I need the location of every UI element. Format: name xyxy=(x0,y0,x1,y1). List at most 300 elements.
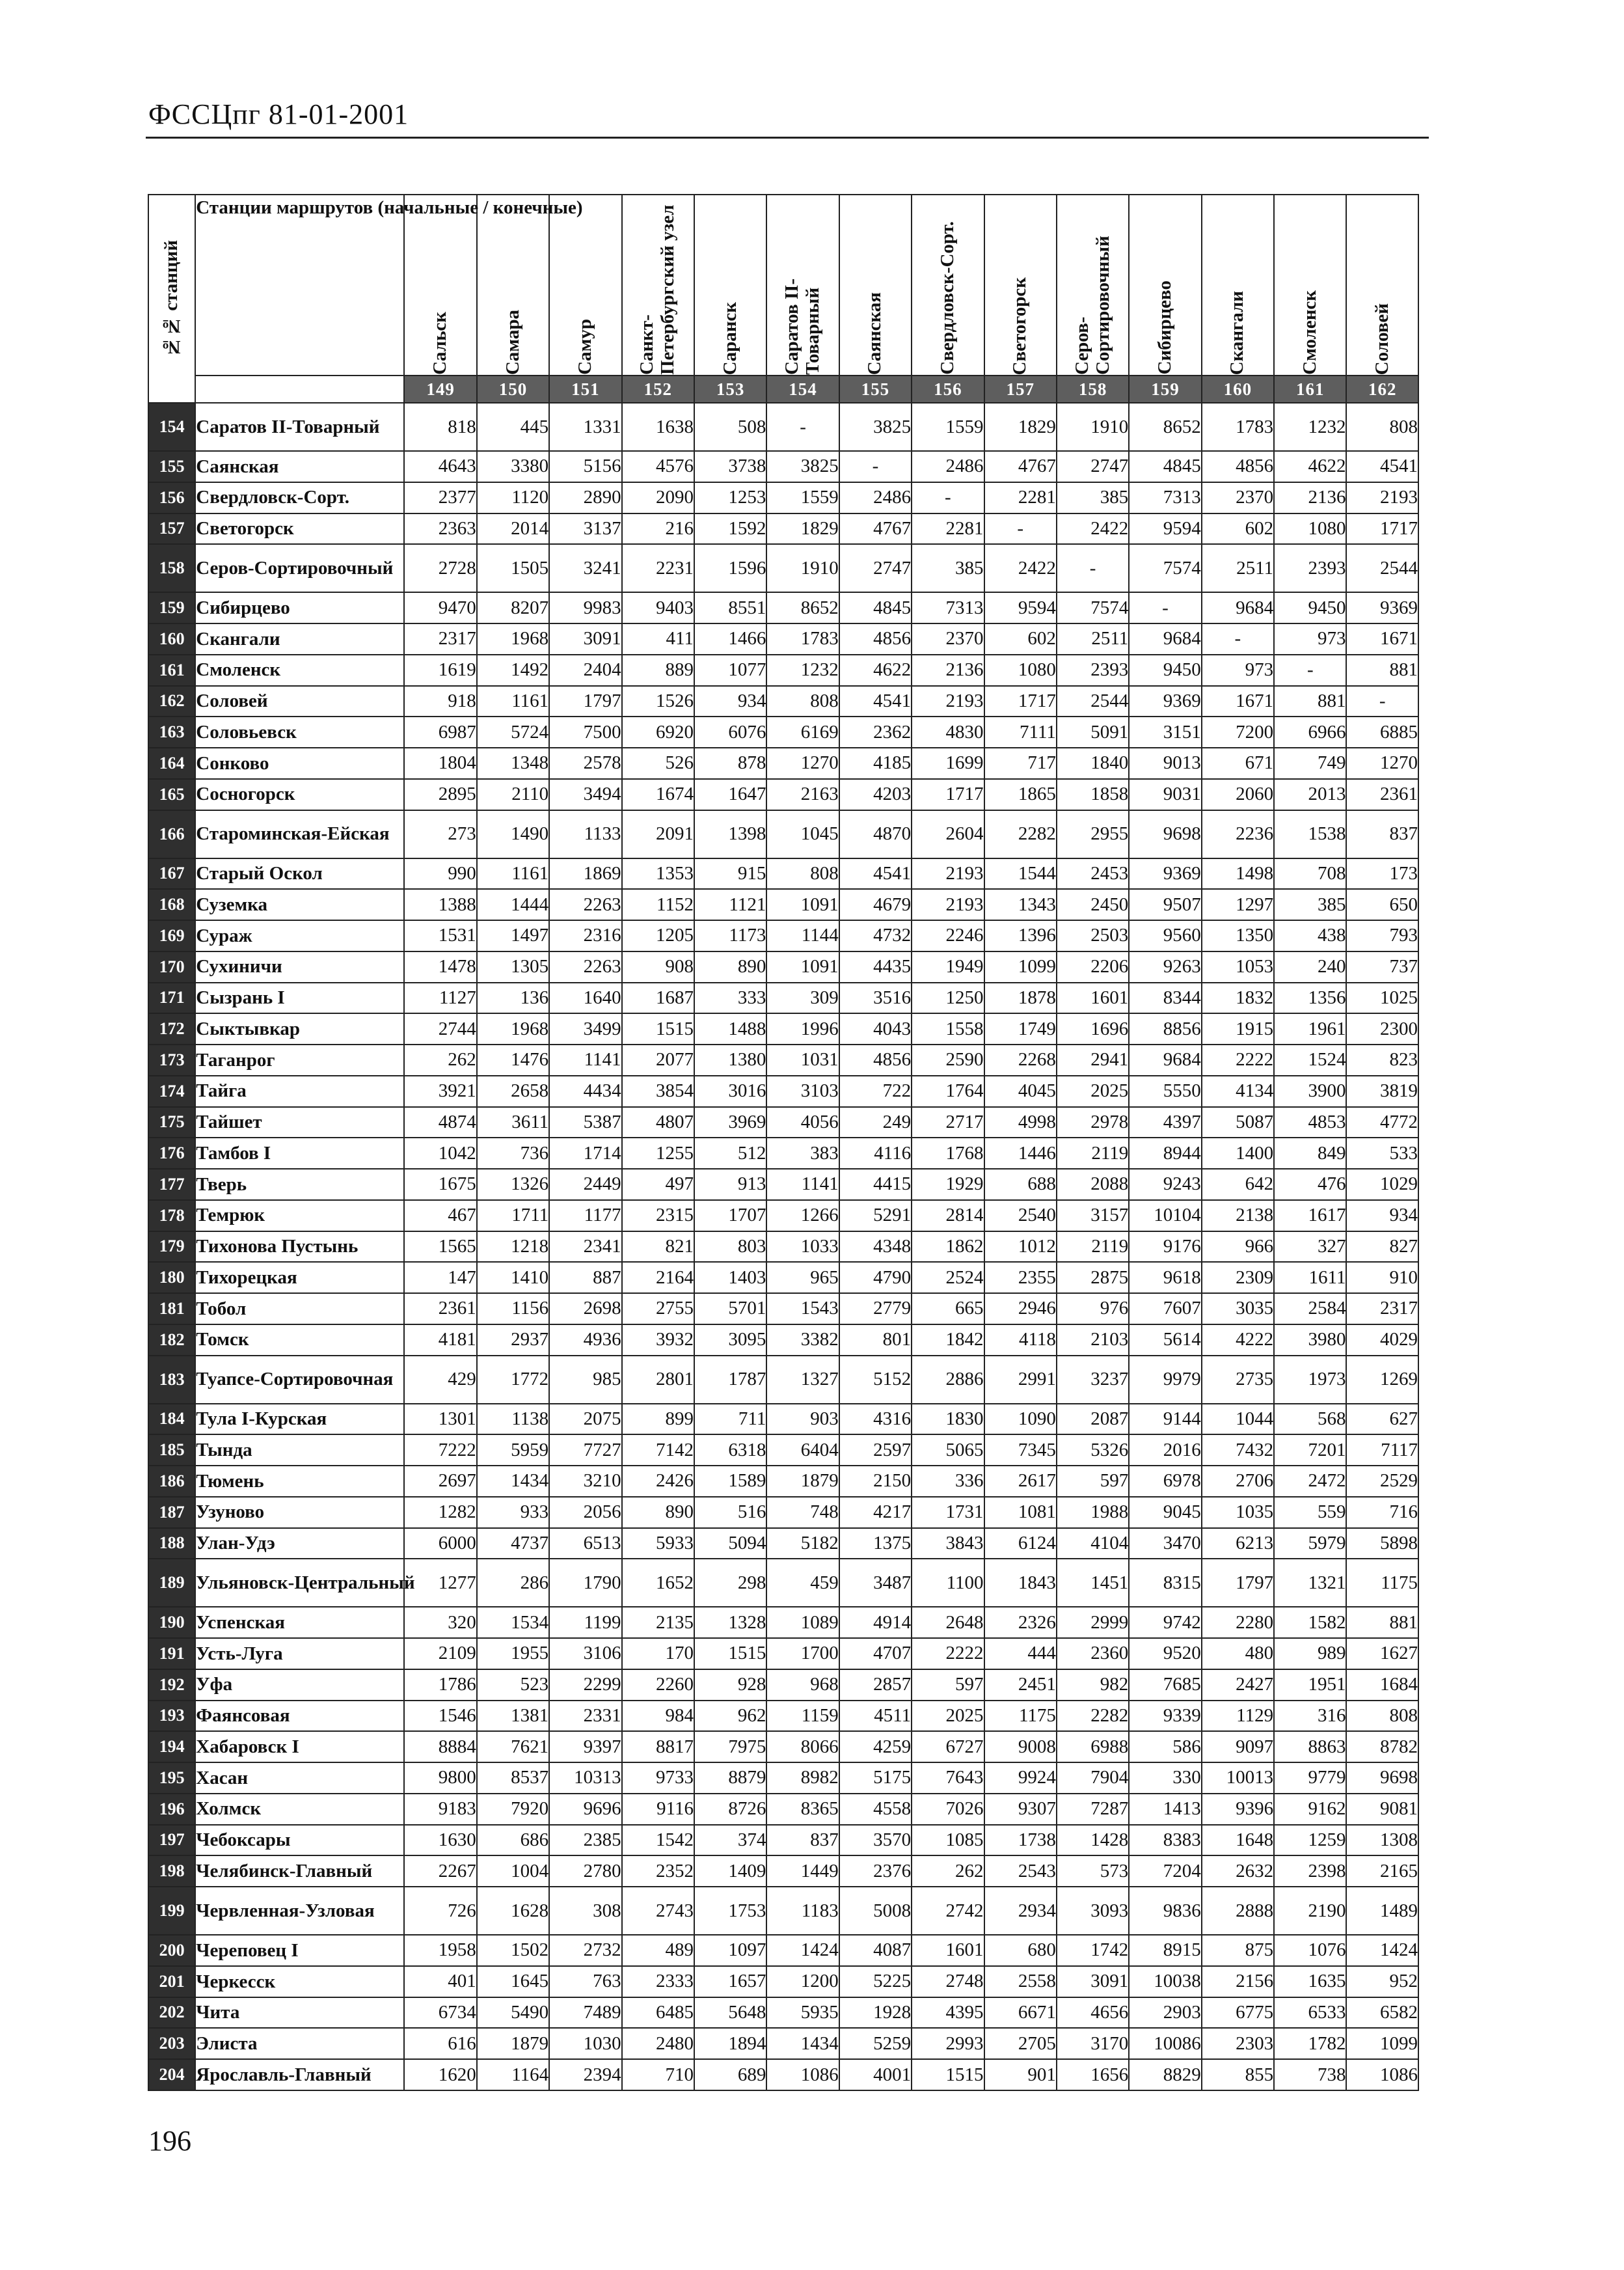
distance-cell: 1717 xyxy=(912,779,984,810)
distance-cell: 497 xyxy=(622,1169,694,1200)
distance-cell: 2393 xyxy=(1274,544,1346,592)
distance-cell: 2955 xyxy=(1057,810,1129,858)
distance-cell: 710 xyxy=(622,2059,694,2090)
distance-cell: 2150 xyxy=(839,1466,912,1497)
distance-cell: 1091 xyxy=(766,889,839,920)
distance-cell: 1161 xyxy=(477,858,549,890)
station-name: Светогорск xyxy=(195,513,404,545)
distance-cell: 316 xyxy=(1274,1701,1346,1732)
distance-cell: 2732 xyxy=(549,1935,621,1966)
distance-cell: 9176 xyxy=(1129,1231,1201,1263)
distance-cell: 1044 xyxy=(1202,1404,1274,1435)
station-name: Таганрог xyxy=(195,1045,404,1076)
table-row xyxy=(148,1138,1418,1169)
distance-cell: 5935 xyxy=(766,1997,839,2029)
row-number-badge: 200 xyxy=(148,1935,195,1966)
distance-cell: 6582 xyxy=(1346,1997,1418,2029)
distance-cell: 327 xyxy=(1274,1231,1346,1263)
distance-cell: 4541 xyxy=(839,686,912,717)
distance-cell: 934 xyxy=(694,686,766,717)
distance-cell: 2543 xyxy=(984,1855,1057,1887)
distance-cell: 7432 xyxy=(1202,1434,1274,1466)
distance-cell: 1270 xyxy=(1346,748,1418,779)
distance-cell: 680 xyxy=(984,1935,1057,1966)
distance-cell: 5648 xyxy=(694,1997,766,2029)
distance-cell: 2480 xyxy=(622,2028,694,2059)
row-number-badge: 182 xyxy=(148,1324,195,1356)
distance-cell: 2361 xyxy=(1346,779,1418,810)
column-number-badge: 152 xyxy=(622,376,694,403)
distance-cell: 2119 xyxy=(1057,1138,1129,1169)
distance-cell: 8884 xyxy=(404,1731,476,1762)
distance-cell: 1183 xyxy=(766,1887,839,1935)
station-name: Тихонова Пустынь xyxy=(195,1231,404,1263)
distance-cell: 6169 xyxy=(766,717,839,748)
distance-cell: 1348 xyxy=(477,748,549,779)
distance-cell: 1620 xyxy=(404,2059,476,2090)
distance-cell: 8365 xyxy=(766,1794,839,1825)
row-number-badge: 189 xyxy=(148,1559,195,1607)
distance-cell: 1478 xyxy=(404,951,476,983)
row-number-badge: 178 xyxy=(148,1200,195,1231)
distance-cell: 2747 xyxy=(839,544,912,592)
distance-cell: 1878 xyxy=(984,983,1057,1014)
distance-cell: 2648 xyxy=(912,1607,984,1638)
distance-cell: 1783 xyxy=(1202,403,1274,451)
distance-cell: 9450 xyxy=(1129,655,1201,686)
distance-cell: 2993 xyxy=(912,2028,984,2059)
distance-cell: 4622 xyxy=(1274,451,1346,482)
distance-cell: 2698 xyxy=(549,1293,621,1324)
distance-cell: 6987 xyxy=(404,717,476,748)
distance-cell: 2362 xyxy=(839,717,912,748)
distance-cell: 6404 xyxy=(766,1434,839,1466)
distance-cell: 1331 xyxy=(549,403,621,451)
distance-cell: 4415 xyxy=(839,1169,912,1200)
distance-cell: 1053 xyxy=(1202,951,1274,983)
distance-cell: 982 xyxy=(1057,1669,1129,1701)
distance-cell: 6978 xyxy=(1129,1466,1201,1497)
distance-cell: 2025 xyxy=(1057,1076,1129,1107)
station-name: Уфа xyxy=(195,1669,404,1701)
distance-cell: 1085 xyxy=(912,1825,984,1856)
distance-cell: 1749 xyxy=(984,1013,1057,1045)
row-number-badge: 155 xyxy=(148,451,195,482)
distance-cell: 1497 xyxy=(477,920,549,951)
distance-cell: 4874 xyxy=(404,1107,476,1138)
distance-cell: 2136 xyxy=(1274,482,1346,513)
distance-cell: 1413 xyxy=(1129,1794,1201,1825)
distance-cell: 8315 xyxy=(1129,1559,1201,1607)
distance-cell: 385 xyxy=(1057,482,1129,513)
distance-cell: 1711 xyxy=(477,1200,549,1231)
table-row xyxy=(148,1356,1418,1404)
distance-cell: 1031 xyxy=(766,1045,839,1076)
distance-cell: 1451 xyxy=(1057,1559,1129,1607)
distance-cell: 480 xyxy=(1202,1638,1274,1669)
distance-cell: 8944 xyxy=(1129,1138,1201,1169)
distance-cell: 9836 xyxy=(1129,1887,1201,1935)
distance-cell: 1029 xyxy=(1346,1169,1418,1200)
document-code-header: ФССЦпг 81-01-2001 xyxy=(148,98,409,130)
distance-cell: 2486 xyxy=(839,482,912,513)
distance-cell: 4134 xyxy=(1202,1076,1274,1107)
distance-cell: 808 xyxy=(766,858,839,890)
row-number-badge: 202 xyxy=(148,1997,195,2029)
station-name: Старый Оскол xyxy=(195,858,404,890)
distance-cell: 1444 xyxy=(477,889,549,920)
distance-cell: 5087 xyxy=(1202,1107,1274,1138)
distance-cell: 467 xyxy=(404,1200,476,1231)
distance-cell: 1492 xyxy=(477,655,549,686)
distance-cell: 333 xyxy=(694,983,766,1014)
distance-cell: 899 xyxy=(622,1404,694,1435)
table-body xyxy=(148,403,1418,2090)
distance-cell: 722 xyxy=(839,1076,912,1107)
distance-cell: 934 xyxy=(1346,1200,1418,1231)
column-number-badge: 153 xyxy=(694,376,766,403)
distance-cell: 2315 xyxy=(622,1200,694,1231)
distance-cell: 3237 xyxy=(1057,1356,1129,1404)
distance-cell: 9618 xyxy=(1129,1262,1201,1293)
distance-cell: 523 xyxy=(477,1669,549,1701)
column-header-label: Самара xyxy=(502,309,523,375)
distance-cell: 7201 xyxy=(1274,1434,1346,1466)
distance-cell: 8879 xyxy=(694,1762,766,1794)
distance-cell: 8726 xyxy=(694,1794,766,1825)
distance-cell: 855 xyxy=(1202,2059,1274,2090)
distance-cell: 1326 xyxy=(477,1169,549,1200)
column-number-badge: 154 xyxy=(766,376,839,403)
column-header xyxy=(839,195,912,376)
distance-cell: 1080 xyxy=(984,655,1057,686)
distance-cell: 2422 xyxy=(984,544,1057,592)
distance-cell: 1696 xyxy=(1057,1013,1129,1045)
distance-cell: 286 xyxy=(477,1559,549,1607)
distance-cell: 7204 xyxy=(1129,1855,1201,1887)
distance-cell: 1505 xyxy=(477,544,549,592)
distance-cell: 1546 xyxy=(404,1701,476,1732)
distance-cell: 4807 xyxy=(622,1107,694,1138)
distance-cell: 1138 xyxy=(477,1404,549,1435)
column-number-badge: 149 xyxy=(404,376,476,403)
distance-cell: 6920 xyxy=(622,717,694,748)
distance-cell: 7200 xyxy=(1202,717,1274,748)
distance-cell: 1648 xyxy=(1202,1825,1274,1856)
distance-cell: 308 xyxy=(549,1887,621,1935)
distance-cell: 1030 xyxy=(549,2028,621,2059)
distance-cell: 1531 xyxy=(404,920,476,951)
row-number-badge: 168 xyxy=(148,889,195,920)
table-row xyxy=(148,1466,1418,1497)
distance-cell: 4118 xyxy=(984,1324,1057,1356)
distance-cell: 3494 xyxy=(549,779,621,810)
row-number-badge: 165 xyxy=(148,779,195,810)
distance-cell: 1544 xyxy=(984,858,1057,890)
distance-cell: 1671 xyxy=(1202,686,1274,717)
table-row xyxy=(148,1607,1418,1638)
distance-cell: - xyxy=(1202,623,1274,655)
distance-cell: 9097 xyxy=(1202,1731,1274,1762)
distance-cell: 9684 xyxy=(1129,1045,1201,1076)
distance-cell: 4045 xyxy=(984,1076,1057,1107)
table-row xyxy=(148,1731,1418,1762)
distance-cell: 1428 xyxy=(1057,1825,1129,1856)
distance-cell: 2317 xyxy=(404,623,476,655)
distance-cell: 4348 xyxy=(839,1231,912,1263)
distance-cell: 711 xyxy=(694,1404,766,1435)
distance-cell: 1045 xyxy=(766,810,839,858)
distance-cell: 5008 xyxy=(839,1887,912,1935)
distance-cell: 3091 xyxy=(1057,1966,1129,1997)
distance-cell: 2361 xyxy=(404,1293,476,1324)
distance-cell: 2333 xyxy=(622,1966,694,1997)
distance-cell: 2263 xyxy=(549,889,621,920)
distance-cell: 1714 xyxy=(549,1138,621,1169)
distance-cell: 3843 xyxy=(912,1528,984,1559)
distance-cell: 3091 xyxy=(549,623,621,655)
table-row xyxy=(148,513,1418,545)
distance-cell: 966 xyxy=(1202,1231,1274,1263)
distance-cell: 2164 xyxy=(622,1262,694,1293)
row-number-badge: 201 xyxy=(148,1966,195,1997)
distance-cell: 5326 xyxy=(1057,1434,1129,1466)
table-row xyxy=(148,1638,1418,1669)
distance-cell: 309 xyxy=(766,983,839,1014)
distance-cell: 1424 xyxy=(1346,1935,1418,1966)
distance-cell: 2309 xyxy=(1202,1262,1274,1293)
station-name: Свердловск-Сорт. xyxy=(195,482,404,513)
distance-cell: 1929 xyxy=(912,1169,984,1200)
station-name: Череповец I xyxy=(195,1935,404,1966)
distance-cell: 240 xyxy=(1274,951,1346,983)
table-row xyxy=(148,1404,1418,1435)
distance-cell: 3825 xyxy=(766,451,839,482)
distance-cell: 3382 xyxy=(766,1324,839,1356)
distance-cell: 8652 xyxy=(766,592,839,623)
table-row xyxy=(148,1762,1418,1794)
row-number-badge: 196 xyxy=(148,1794,195,1825)
table-row xyxy=(148,1528,1418,1559)
distance-cell: 2331 xyxy=(549,1701,621,1732)
distance-cell: 9243 xyxy=(1129,1169,1201,1200)
distance-cell: 2890 xyxy=(549,482,621,513)
distance-cell: 8863 xyxy=(1274,1731,1346,1762)
table-row xyxy=(148,403,1418,451)
column-header-label: Сальск xyxy=(429,312,451,375)
distance-cell: 597 xyxy=(1057,1466,1129,1497)
distance-cell: 2450 xyxy=(1057,889,1129,920)
distance-cell: 748 xyxy=(766,1497,839,1528)
distance-cell: 2404 xyxy=(549,655,621,686)
distance-cell: 7975 xyxy=(694,1731,766,1762)
distance-cell: 7607 xyxy=(1129,1293,1201,1324)
distance-cell: 7904 xyxy=(1057,1762,1129,1794)
distance-cell: 385 xyxy=(912,544,984,592)
distance-cell: 1218 xyxy=(477,1231,549,1263)
distance-cell: 3106 xyxy=(549,1638,621,1669)
distance-cell: 1958 xyxy=(404,1935,476,1966)
distance-cell: 2524 xyxy=(912,1262,984,1293)
distance-cell: 568 xyxy=(1274,1404,1346,1435)
distance-cell: 10313 xyxy=(549,1762,621,1794)
table-row xyxy=(148,1701,1418,1732)
distance-cell: 2875 xyxy=(1057,1262,1129,1293)
distance-cell: 1269 xyxy=(1346,1356,1418,1404)
station-name: Хасан xyxy=(195,1762,404,1794)
distance-cell: 10038 xyxy=(1129,1966,1201,1997)
distance-cell: 689 xyxy=(694,2059,766,2090)
distance-cell: 1177 xyxy=(549,1200,621,1231)
distance-cell: 9698 xyxy=(1346,1762,1418,1794)
distance-cell: 1671 xyxy=(1346,623,1418,655)
distance-cell: 4772 xyxy=(1346,1107,1418,1138)
distance-cell: 9470 xyxy=(404,592,476,623)
column-number-row xyxy=(148,376,1418,403)
distance-cell: 1515 xyxy=(694,1638,766,1669)
table-row xyxy=(148,1324,1418,1356)
distance-cell: 716 xyxy=(1346,1497,1418,1528)
distance-cell: 2263 xyxy=(549,951,621,983)
distance-cell: 2742 xyxy=(912,1887,984,1935)
distance-cell: 1772 xyxy=(477,1356,549,1404)
distance-cell: 650 xyxy=(1346,889,1418,920)
distance-cell: 1232 xyxy=(766,655,839,686)
distance-cell: 1266 xyxy=(766,1200,839,1231)
distance-cell: 749 xyxy=(1274,748,1346,779)
distance-cell: 7621 xyxy=(477,1731,549,1762)
row-number-badge: 174 xyxy=(148,1076,195,1107)
distance-cell: 2370 xyxy=(1202,482,1274,513)
distance-cell: 2303 xyxy=(1202,2028,1274,2059)
distance-cell: 1630 xyxy=(404,1825,476,1856)
distance-cell: 10013 xyxy=(1202,1762,1274,1794)
distance-cell: 688 xyxy=(984,1169,1057,1200)
distance-cell: 1396 xyxy=(984,920,1057,951)
distance-cell: 1684 xyxy=(1346,1669,1418,1701)
distance-cell: 7643 xyxy=(912,1762,984,1794)
distance-cell: 1619 xyxy=(404,655,476,686)
distance-cell: 1832 xyxy=(1202,983,1274,1014)
column-header-label: Санкт-Петербургский узел xyxy=(636,204,679,375)
distance-cell: 476 xyxy=(1274,1169,1346,1200)
row-number-badge: 156 xyxy=(148,482,195,513)
distance-cell: 1879 xyxy=(766,1466,839,1497)
station-name: Черкесск xyxy=(195,1966,404,1997)
distance-cell: 2558 xyxy=(984,1966,1057,1997)
station-name: Смоленск xyxy=(195,655,404,686)
distance-cell: 1786 xyxy=(404,1669,476,1701)
column-header-label: Саянская xyxy=(864,292,886,375)
row-number-badge: 191 xyxy=(148,1638,195,1669)
distance-cell: 9507 xyxy=(1129,889,1201,920)
station-number-header: №№ станций xyxy=(148,195,195,403)
distance-cell: 1559 xyxy=(912,403,984,451)
distance-cell: 8782 xyxy=(1346,1731,1418,1762)
distance-cell: 1253 xyxy=(694,482,766,513)
column-header-label: Саратов II-Товарный xyxy=(781,278,824,375)
distance-cell: 2426 xyxy=(622,1466,694,1497)
distance-cell: 4043 xyxy=(839,1013,912,1045)
distance-table xyxy=(148,194,1419,2091)
distance-cell: 5959 xyxy=(477,1434,549,1466)
distance-cell: 10086 xyxy=(1129,2028,1201,2059)
station-name: Тверь xyxy=(195,1169,404,1200)
distance-cell: 2267 xyxy=(404,1855,476,1887)
distance-cell: 8344 xyxy=(1129,983,1201,1014)
distance-cell: 2077 xyxy=(622,1045,694,1076)
row-number-badge: 180 xyxy=(148,1262,195,1293)
distance-cell: 9008 xyxy=(984,1731,1057,1762)
distance-cell: 928 xyxy=(694,1669,766,1701)
distance-cell: 9983 xyxy=(549,592,621,623)
table-row xyxy=(148,1935,1418,1966)
distance-cell: 1538 xyxy=(1274,810,1346,858)
distance-cell: 1617 xyxy=(1274,1200,1346,1231)
distance-cell: 1089 xyxy=(766,1607,839,1638)
distance-cell: 6076 xyxy=(694,717,766,748)
table-row xyxy=(148,1794,1418,1825)
distance-cell: 726 xyxy=(404,1887,476,1935)
distance-cell: 6124 xyxy=(984,1528,1057,1559)
distance-cell: - xyxy=(1057,544,1129,592)
distance-cell: 5614 xyxy=(1129,1324,1201,1356)
distance-cell: 6727 xyxy=(912,1731,984,1762)
distance-cell: 1565 xyxy=(404,1231,476,1263)
distance-cell: 9594 xyxy=(984,592,1057,623)
distance-cell: 5490 xyxy=(477,1997,549,2029)
distance-cell: 9396 xyxy=(1202,1794,1274,1825)
distance-cell: 1205 xyxy=(622,920,694,951)
distance-cell: 6318 xyxy=(694,1434,766,1466)
row-number-badge: 184 xyxy=(148,1404,195,1435)
distance-cell: 1910 xyxy=(766,544,839,592)
distance-cell: - xyxy=(839,451,912,482)
distance-cell: 445 xyxy=(477,403,549,451)
distance-cell: 1199 xyxy=(549,1607,621,1638)
distance-cell: 1449 xyxy=(766,1855,839,1887)
distance-cell: 1656 xyxy=(1057,2059,1129,2090)
distance-cell: 1175 xyxy=(1346,1559,1418,1607)
distance-cell: 5724 xyxy=(477,717,549,748)
distance-cell: 573 xyxy=(1057,1855,1129,1887)
row-number-badge: 160 xyxy=(148,623,195,655)
row-number-badge: 194 xyxy=(148,1731,195,1762)
distance-cell: 2281 xyxy=(984,482,1057,513)
distance-cell: 336 xyxy=(912,1466,984,1497)
distance-cell: 1687 xyxy=(622,983,694,1014)
distance-cell: 8982 xyxy=(766,1762,839,1794)
distance-cell: 1080 xyxy=(1274,513,1346,545)
distance-cell: 1161 xyxy=(477,686,549,717)
distance-cell: 1515 xyxy=(622,1013,694,1045)
distance-cell: 2422 xyxy=(1057,513,1129,545)
distance-cell: 1327 xyxy=(766,1356,839,1404)
distance-cell: 1127 xyxy=(404,983,476,1014)
distance-cell: 1410 xyxy=(477,1262,549,1293)
distance-cell: 4853 xyxy=(1274,1107,1346,1138)
table-row xyxy=(148,1497,1418,1528)
distance-cell: 837 xyxy=(1346,810,1418,858)
distance-cell: 1865 xyxy=(984,779,1057,810)
distance-cell: 890 xyxy=(622,1497,694,1528)
distance-cell: 1949 xyxy=(912,951,984,983)
distance-cell: 962 xyxy=(694,1701,766,1732)
distance-cell: 881 xyxy=(1346,1607,1418,1638)
distance-cell: 1350 xyxy=(1202,920,1274,951)
distance-cell: 973 xyxy=(1202,655,1274,686)
table-row xyxy=(148,623,1418,655)
